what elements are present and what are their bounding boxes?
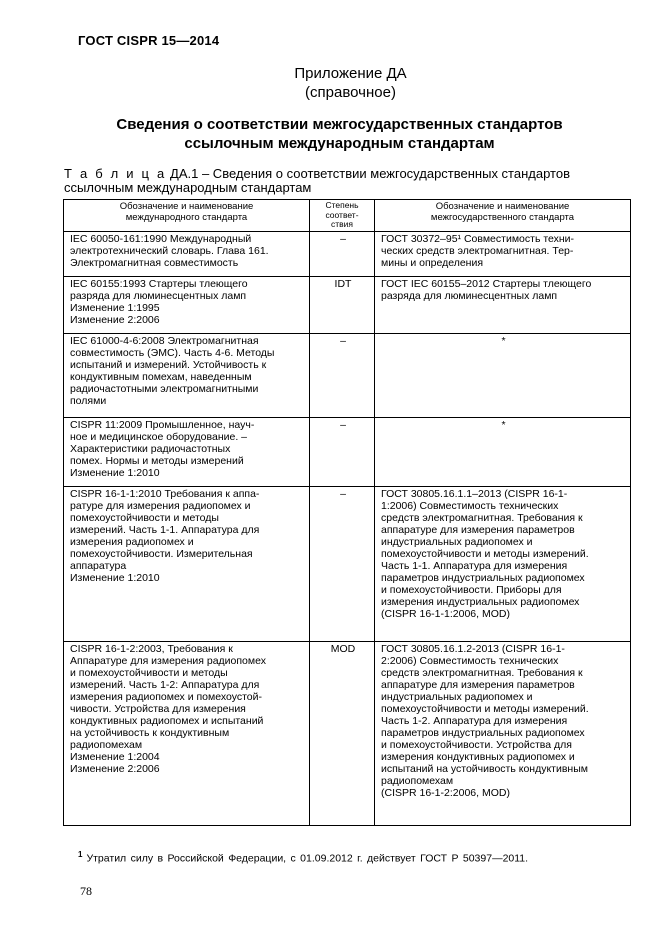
cell-line: Обозначение и наименование bbox=[435, 201, 570, 212]
table-caption-label: Т а б л и ц а bbox=[64, 166, 167, 181]
cell-line: и помехоустойчивости. Приборы для bbox=[381, 583, 562, 596]
section-title-line-2: ссылочным международным стандартам bbox=[184, 135, 495, 152]
cell-line: мины и определения bbox=[381, 256, 484, 269]
header-international-standard bbox=[64, 200, 310, 232]
cell-line: измерений. Часть 1-1. Аппаратура для bbox=[70, 523, 260, 536]
cell-interstate-standard bbox=[375, 417, 631, 486]
cell-line: параметров индустриальных радиопомех bbox=[381, 571, 585, 584]
cell-line: помехоустойчивости. Измерительная bbox=[70, 547, 253, 560]
table-header-row bbox=[64, 200, 631, 232]
cell-line: ческих средств электромагнитная. Тер- bbox=[381, 244, 574, 257]
cell-line: соответ- bbox=[325, 209, 359, 220]
cell-degree: IDT bbox=[310, 276, 375, 333]
cell-international-standard bbox=[64, 333, 310, 417]
table-row bbox=[64, 417, 631, 486]
cell-line: радиочастотными электромагнитными bbox=[70, 382, 259, 395]
appendix-heading bbox=[0, 64, 661, 102]
cell-line: IEC 61000-4-6:2008 Электромагнитная bbox=[70, 334, 259, 347]
cell-line: Изменение 1:2004 bbox=[70, 750, 160, 763]
cell-degree: MOD bbox=[310, 641, 375, 825]
cell-international-standard bbox=[64, 641, 310, 825]
cell-line: разряда для люминесцентных ламп bbox=[70, 289, 247, 302]
cell-line: CISPR 11:2009 Промышленное, науч- bbox=[70, 418, 255, 431]
cell-line: индустриальных радиопомех и bbox=[381, 690, 533, 703]
document-header: ГОСТ CISPR 15—2014 bbox=[78, 33, 220, 48]
cell-line: Изменение 1:1995 bbox=[70, 301, 160, 314]
page-number: 78 bbox=[80, 884, 92, 898]
cell-line: испытаний и измерений. Устойчивость к bbox=[70, 358, 267, 371]
footnote-text: Утратил силу в Российской Федерации, с 01.09.2012 г. действует ГОСТ Р 50397—2011. bbox=[86, 852, 529, 865]
cell-line: Изменение 2:2006 bbox=[70, 762, 160, 775]
cell-line: разряда для люминесцентных ламп bbox=[381, 289, 558, 302]
cell-line: помехоустойчивости и методы bbox=[70, 511, 219, 524]
cell-line: измерения радиопомех и помехоустой- bbox=[70, 690, 262, 703]
cell-line: IEC 60155:1993 Стартеры тлеющего bbox=[70, 277, 248, 290]
cell-line: Изменение 2:2006 bbox=[70, 313, 160, 326]
cell-line: электротехнический словарь. Глава 161. bbox=[70, 244, 269, 257]
cell-interstate-standard bbox=[375, 486, 631, 641]
cell-line: кондуктивным помехам, наведенным bbox=[70, 370, 252, 383]
cell-line: чивости. Устройства для измерения bbox=[70, 702, 246, 715]
section-title bbox=[0, 115, 661, 153]
footnote-marker: 1 bbox=[78, 850, 83, 859]
cell-line: параметров индустриальных радиопомех bbox=[381, 726, 585, 739]
cell-line: ГОСТ 30372–95¹ Совместимость техни- bbox=[381, 232, 575, 245]
standards-table bbox=[63, 199, 631, 826]
cell-line: ГОСТ 30805.16.1.1–2013 (CISPR 16-1- bbox=[381, 487, 568, 500]
cell-interstate-standard bbox=[375, 231, 631, 276]
cell-line: CISPR 16-1-1:2010 Требования к аппа- bbox=[70, 487, 260, 500]
cell-line: (CISPR 16-1-1:2006, MOD) bbox=[381, 607, 510, 620]
cell-line: испытаний на устойчивость кондуктивным bbox=[381, 762, 588, 775]
cell-line: * bbox=[501, 418, 506, 431]
cell-interstate-standard bbox=[375, 641, 631, 825]
cell-line: кондуктивных радиопомех и испытаний bbox=[70, 714, 264, 727]
cell-line: ствия bbox=[330, 219, 353, 229]
cell-line: 2:2006) Совместимость технических bbox=[381, 654, 559, 667]
cell-line: IEC 60050-161:1990 Международный bbox=[70, 232, 252, 245]
cell-degree: – bbox=[310, 231, 375, 276]
footnote bbox=[78, 850, 528, 865]
table-row bbox=[64, 231, 631, 276]
cell-line: Обозначение и наименование bbox=[119, 201, 254, 212]
cell-line: межгосударственного стандарта bbox=[430, 212, 575, 223]
cell-interstate-standard bbox=[375, 333, 631, 417]
table-caption-text: ДА.1 – Сведения о соответствии межгосударственных стандартов bbox=[166, 166, 570, 181]
cell-line: индустриальных радиопомех и bbox=[381, 535, 533, 548]
cell-line: аппаратуре для измерения параметров bbox=[381, 678, 575, 691]
cell-line: Часть 1-2. Аппаратура для измерения bbox=[381, 714, 568, 727]
cell-line: полями bbox=[70, 394, 107, 407]
table-row bbox=[64, 276, 631, 333]
cell-line: помех. Нормы и методы измерений bbox=[70, 454, 244, 467]
cell-degree: – bbox=[310, 417, 375, 486]
cell-international-standard bbox=[64, 231, 310, 276]
cell-line: международного стандарта bbox=[125, 212, 248, 223]
cell-international-standard bbox=[64, 417, 310, 486]
cell-line: радиопомехам bbox=[381, 774, 454, 787]
cell-line: 1:2006) Совместимость технических bbox=[381, 499, 559, 512]
cell-line: и помехоустойчивости и методы bbox=[70, 666, 228, 679]
cell-line: помехоустойчивости и методы измерений. bbox=[381, 547, 589, 560]
cell-line: аппаратуре для измерения параметров bbox=[381, 523, 575, 536]
header-interstate-standard bbox=[375, 200, 631, 232]
cell-line: (CISPR 16-1-2:2006, MOD) bbox=[381, 786, 510, 799]
cell-degree: – bbox=[310, 333, 375, 417]
cell-degree: – bbox=[310, 486, 375, 641]
cell-line: Степень bbox=[325, 200, 359, 210]
cell-line: * bbox=[501, 334, 506, 347]
cell-line: совместимость (ЭМС). Часть 4-6. Методы bbox=[70, 346, 275, 359]
cell-line: Изменение 1:2010 bbox=[70, 571, 160, 584]
appendix-subtitle: (справочное) bbox=[305, 84, 396, 101]
cell-line: CISPR 16-1-2:2003, Требования к bbox=[70, 642, 233, 655]
cell-line: Аппаратуре для измерения радиопомех bbox=[70, 654, 266, 667]
header-degree-of-correspondence bbox=[310, 200, 375, 232]
cell-line: измерения кондуктивных радиопомех и bbox=[381, 750, 575, 763]
cell-line: средств электромагнитная. Требования к bbox=[381, 666, 583, 679]
cell-line: измерений. Часть 1-2: Аппаратура для bbox=[70, 678, 260, 691]
cell-line: и помехоустойчивости. Устройства для bbox=[381, 738, 572, 751]
cell-line: Изменение 1:2010 bbox=[70, 466, 160, 479]
cell-line: измерения радиопомех и bbox=[70, 535, 194, 548]
cell-line: на устойчивость к кондуктивным bbox=[70, 726, 230, 739]
cell-line: радиопомехам bbox=[70, 738, 143, 751]
table-row bbox=[64, 333, 631, 417]
cell-line: ное и медицинское оборудование. – bbox=[70, 430, 247, 443]
cell-line: ГОСТ IEC 60155–2012 Стартеры тлеющего bbox=[381, 277, 592, 290]
table-caption-text-continued: ссылочным международным стандартам bbox=[64, 180, 312, 195]
cell-line: аппаратура bbox=[70, 559, 127, 572]
cell-international-standard bbox=[64, 486, 310, 641]
cell-line: ГОСТ 30805.16.1.2-2013 (CISPR 16-1- bbox=[381, 642, 565, 655]
cell-line: ратуре для измерения радиопомех и bbox=[70, 499, 251, 512]
table-caption bbox=[64, 167, 624, 195]
cell-line: Характеристики радиочастотных bbox=[70, 442, 231, 455]
cell-international-standard bbox=[64, 276, 310, 333]
appendix-title: Приложение ДА bbox=[294, 65, 407, 82]
cell-interstate-standard bbox=[375, 276, 631, 333]
table-row bbox=[64, 641, 631, 825]
cell-line: средств электромагнитная. Требования к bbox=[381, 511, 583, 524]
cell-line: измерения индустриальных радиопомех bbox=[381, 595, 580, 608]
cell-line: Часть 1-1. Аппаратура для измерения bbox=[381, 559, 568, 572]
cell-line: помехоустойчивости и методы измерений. bbox=[381, 702, 589, 715]
cell-line: Электромагнитная совместимость bbox=[70, 256, 239, 269]
section-title-line-1: Сведения о соответствии межгосударственных стандартов bbox=[116, 116, 563, 133]
table-row bbox=[64, 486, 631, 641]
